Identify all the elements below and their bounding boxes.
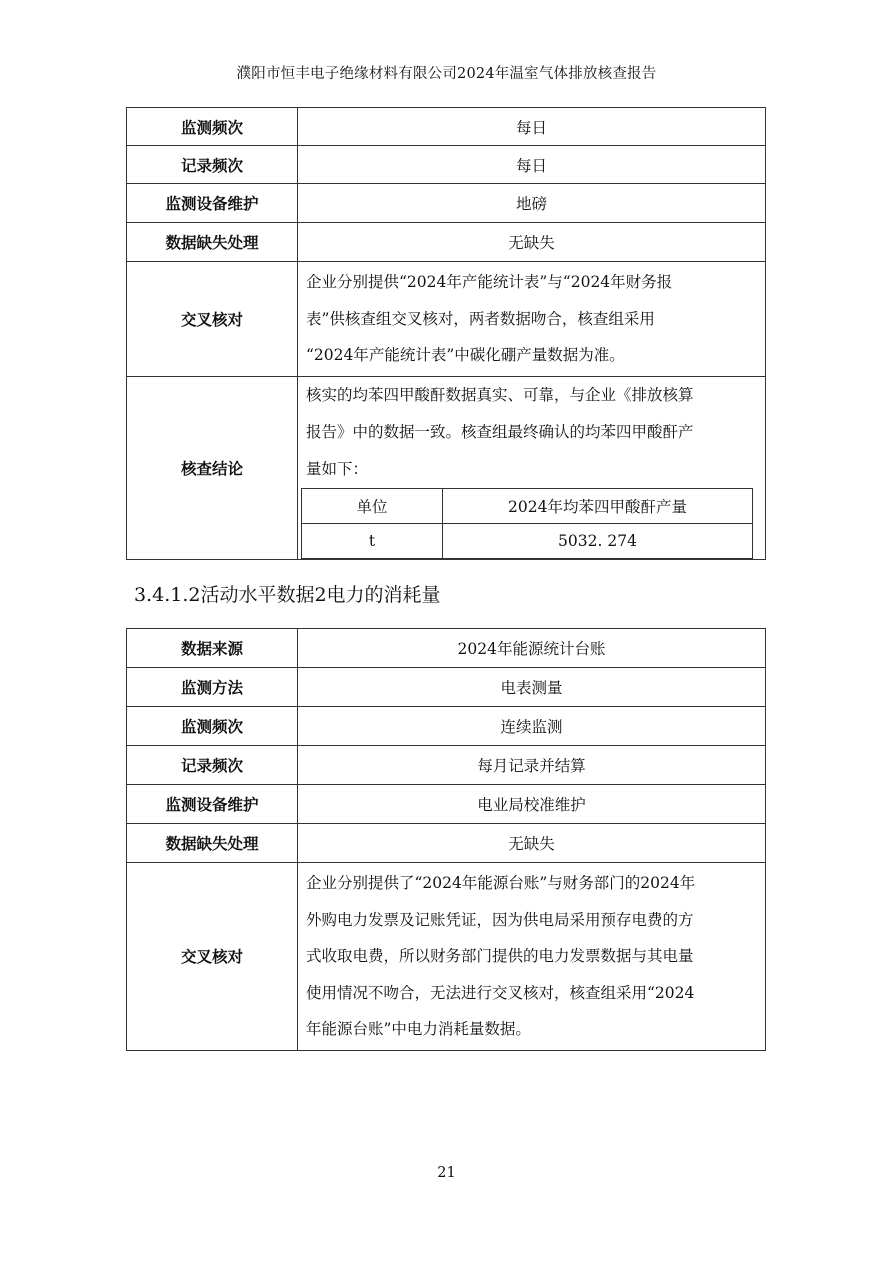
cross-check-text [298, 262, 766, 377]
section-heading: 3.4.1.2活动水平数据2电力的消耗量 [134, 584, 441, 606]
conclusion-text [306, 377, 757, 488]
table-row [302, 488, 753, 523]
column-header: 单位 [302, 488, 443, 523]
activity-data-table-2 [126, 628, 766, 1051]
row-value: 2024年能源统计台账 [298, 629, 766, 668]
row-value: 电业局校准维护 [298, 785, 766, 824]
text-line: 式收取电费，所以财务部门提供的电力发票数据与其电量 [306, 947, 694, 965]
table-row [127, 824, 766, 863]
cross-check-text [298, 863, 766, 1051]
row-value: 地磅 [298, 184, 766, 223]
text-line: 核实的均苯四甲酸酐数据真实、可靠，与企业《排放核算 [306, 385, 694, 404]
table-cell: t [302, 523, 443, 558]
row-label: 数据缺失处理 [127, 223, 298, 262]
row-label: 监测频次 [127, 108, 298, 146]
table-row [127, 629, 766, 668]
text-line: 使用情况不吻合，无法进行交叉核对，核查组采用“2024 [306, 983, 695, 1002]
page-header: 濮阳市恒丰电子绝缘材料有限公司2024年温室气体排放核查报告 [236, 66, 657, 82]
table-row [127, 184, 766, 223]
text-line: 报告》中的数据一致。核查组最终确认的均苯四甲酸酐产 [306, 422, 694, 441]
table-row [127, 707, 766, 746]
production-table [301, 488, 753, 559]
row-value: 每月记录并结算 [298, 746, 766, 785]
text-line: 外购电力发票及记账凭证，因为供电局采用预存电费的方 [306, 910, 694, 929]
row-value: 每日 [298, 146, 766, 184]
row-label: 监测设备维护 [127, 785, 298, 824]
row-label: 数据缺失处理 [127, 824, 298, 863]
row-value: 电表测量 [298, 668, 766, 707]
table-row [127, 863, 766, 1051]
table-row [127, 746, 766, 785]
text-line: 量如下： [306, 459, 369, 478]
conclusion-cell [298, 376, 766, 559]
table-row [127, 146, 766, 184]
row-label: 交叉核对 [127, 262, 298, 377]
page-number: 21 [437, 1165, 456, 1181]
table-row [127, 262, 766, 377]
row-value: 无缺失 [298, 824, 766, 863]
row-label: 记录频次 [127, 746, 298, 785]
text-line: 企业分别提供了“2024年能源台账”与财务部门的2024年 [306, 874, 696, 892]
row-label: 记录频次 [127, 146, 298, 184]
row-label: 监测频次 [127, 707, 298, 746]
table-cell: 5032. 274 [443, 523, 753, 558]
table-row [127, 668, 766, 707]
column-header: 2024年均苯四甲酸酐产量 [443, 488, 753, 523]
row-value: 连续监测 [298, 707, 766, 746]
row-label: 交叉核对 [127, 863, 298, 1051]
table-row [302, 523, 753, 558]
row-label: 监测设备维护 [127, 184, 298, 223]
text-line: 表”供核查组交叉核对，两者数据吻合，核查组采用 [306, 309, 655, 328]
row-value: 无缺失 [298, 223, 766, 262]
row-value: 每日 [298, 108, 766, 146]
table-row [127, 223, 766, 262]
row-label: 监测方法 [127, 668, 298, 707]
text-line: 年能源台账”中电力消耗量数据。 [306, 1020, 531, 1038]
text-line: 企业分别提供“2024年产能统计表”与“2024年财务报 [306, 273, 673, 291]
row-label: 数据来源 [127, 629, 298, 668]
table-row [127, 785, 766, 824]
row-label: 核查结论 [127, 376, 298, 559]
text-line: “2024年产能统计表”中碳化硼产量数据为准。 [306, 346, 625, 364]
table-row [127, 376, 766, 559]
table-row [127, 108, 766, 146]
activity-data-table-1 [126, 107, 766, 560]
